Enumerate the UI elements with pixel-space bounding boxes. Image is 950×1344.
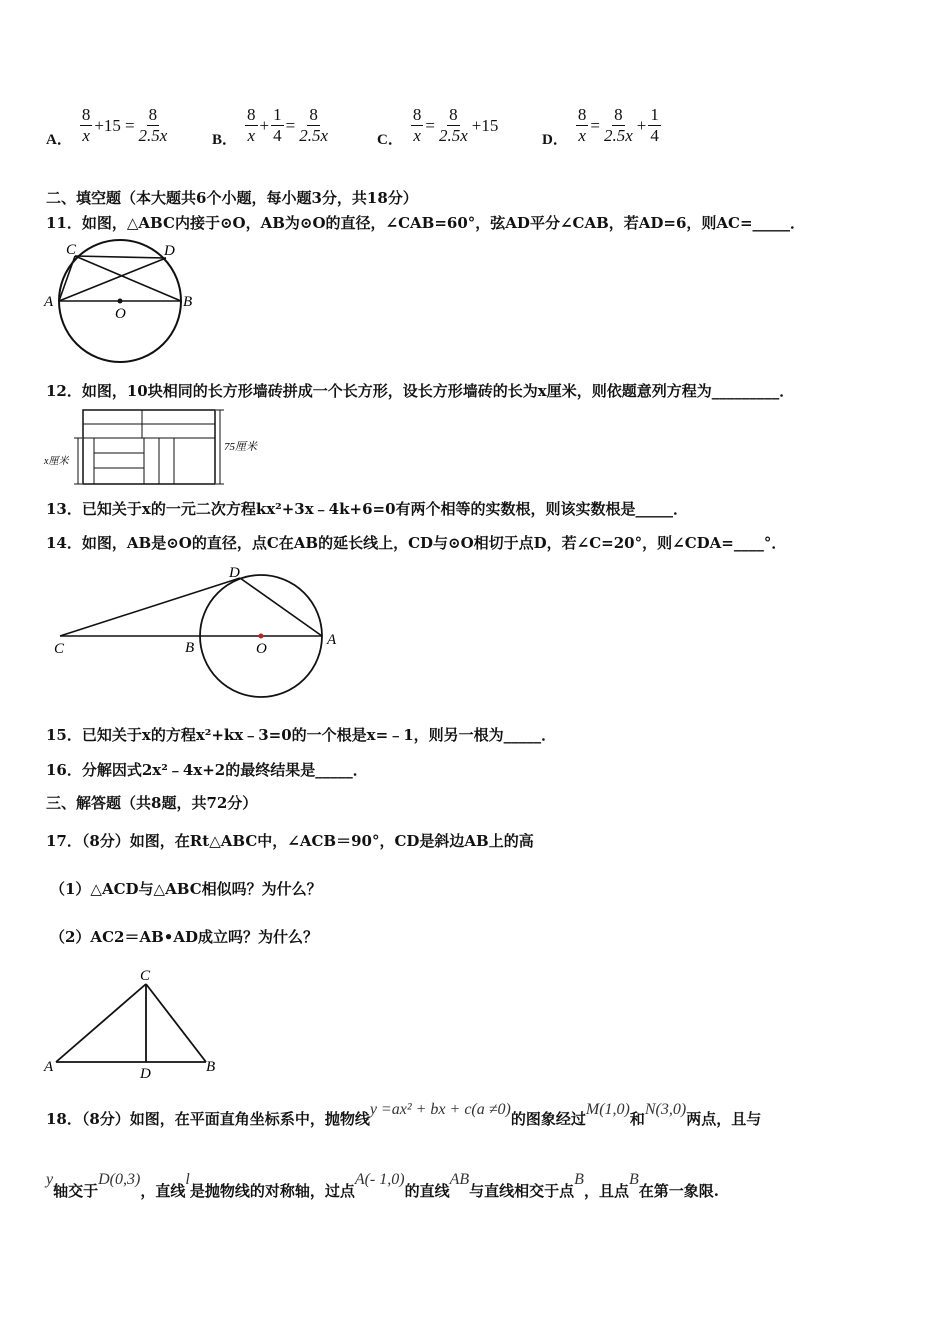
label-b: B — [183, 294, 193, 310]
question-11: 11．如图，△ABC内接于⊙O，AB为⊙O的直径，∠CAB=60°，弦AD平分∠CAB，若AD=6，则AC=_____． — [46, 214, 806, 232]
fraction: $\frac{8}{x}$ — [247, 105, 256, 145]
chord-da — [240, 578, 322, 636]
math-b: B — [574, 1171, 584, 1188]
option-label: A． — [46, 132, 72, 148]
center-point — [259, 634, 264, 639]
figure-12-tiles — [44, 404, 257, 488]
math-y: y — [46, 1171, 54, 1188]
section-heading-fill-blank: 二、填空题（本大题共6个小题，每小题3分，共18分） — [46, 189, 418, 207]
question-12: 12．如图，10块相同的长方形墙砖拼成一个长方形，设长方形墙砖的长为x厘米，则依题意列方程为_________． — [46, 382, 795, 400]
section-heading-solve: 三、解答题（共8题，共72分） — [46, 794, 258, 812]
question-17-part-1: （1）△ACD与△ABC相似吗？为什么？ — [50, 880, 322, 898]
fraction: $\frac{8}{x}$ — [577, 105, 587, 145]
label-a: A — [44, 294, 54, 310]
question-18-line-2: y轴交于D(0,3)，直线l是抛物线的对称轴，过点A(- 1,0)的直线AB与直线相交于点B，且点B在第一象限. — [46, 1171, 719, 1200]
label-c: C — [140, 968, 151, 984]
label-o: O — [256, 641, 267, 657]
option-b: B． $\frac{8}{x}$ + $\frac{1}{4}$ = $\frac{8}{2.5x}$ — [212, 105, 328, 148]
fraction: $\frac{8}{2.5x}$ — [438, 105, 468, 145]
fraction: $\frac{1}{4}$ — [650, 105, 659, 145]
label-d: D — [229, 565, 240, 581]
option-label: C． — [377, 132, 403, 148]
option-label: B． — [212, 132, 238, 148]
question-17-part-2: （2）AC2＝AB•AD成立吗？为什么？ — [50, 928, 319, 946]
label-b: B — [206, 1059, 216, 1075]
chord-cb — [75, 256, 181, 301]
question-18-line-1: 18．（8分）如图，在平面直角坐标系中，抛物线y =ax² + bx + c(a ≠0)的图象经过M(1,0)和N(3,0)两点，且与 — [46, 1101, 762, 1128]
label-a: A — [44, 1059, 54, 1075]
math-ab: AB — [449, 1171, 470, 1188]
question-15: 15．已知关于x的方程x²+kx﹣3=0的一个根是x=﹣1，则另一根为_____． — [46, 726, 557, 744]
figure-14-tangent — [44, 558, 354, 700]
option-c: C． $\frac{8}{x}$ = $\frac{8}{2.5x}$ +15 — [377, 105, 499, 148]
math-point-m: M(1,0) — [585, 1101, 630, 1118]
fraction: $\frac{8}{2.5x}$ — [138, 105, 168, 145]
label-a: A — [327, 632, 337, 648]
label-75-cm: 75厘米 — [224, 441, 257, 453]
label-c: C — [66, 242, 77, 258]
label-b: B — [185, 640, 195, 656]
label-d: D — [140, 1066, 151, 1082]
math-parabola: y =ax² + bx + c(a ≠0) — [369, 1101, 511, 1118]
question-13: 13．已知关于x的一元二次方程kx²+3x﹣4k+6=0有两个相等的实数根，则该实数根是_____． — [46, 500, 689, 518]
side-cb — [146, 984, 206, 1062]
question-16: 16．分解因式2x²﹣4x+2的最终结果是_____． — [46, 761, 368, 779]
chord-ad — [59, 258, 166, 301]
label-d: D — [164, 243, 175, 259]
option-d: D． $\frac{8}{x}$ = $\frac{8}{2.5x}$ + $\frac{1}{4}$ — [542, 105, 659, 148]
math-l: l — [185, 1171, 190, 1188]
math-b2: B — [628, 1171, 639, 1188]
fraction: $\frac{8}{x}$ — [81, 105, 91, 145]
side-ac — [56, 984, 146, 1062]
tangent-cd — [60, 578, 240, 636]
question-14: 14．如图，AB是⊙O的直径，点C在AB的延长线上，CD与⊙O相切于点D，若∠C=20°，则∠CDA=____°． — [46, 534, 787, 552]
center-point — [118, 299, 123, 304]
fraction: $\frac{8}{x}$ — [412, 105, 422, 145]
option-a: A． $\frac{8}{x}$ +15 = $\frac{8}{2.5x}$ — [46, 105, 168, 148]
math-point-d: D(0,3) — [98, 1171, 141, 1188]
figure-17-triangle — [40, 962, 225, 1082]
figure-11-circle — [42, 236, 202, 368]
fraction: $\frac{1}{4}$ — [273, 105, 282, 145]
chord-cd — [75, 256, 166, 258]
label-c: C — [54, 641, 65, 657]
chord-ac — [59, 256, 75, 301]
math-point-a: A(- 1,0) — [354, 1171, 405, 1188]
fraction: $\frac{8}{2.5x}$ — [603, 105, 633, 145]
option-label: D． — [542, 132, 568, 148]
fraction: $\frac{8}{2.5x}$ — [299, 105, 328, 145]
label-o: O — [115, 306, 126, 322]
question-17: 17．（8分）如图，在Rt△ABC中，∠ACB＝90°，CD是斜边AB上的高 — [46, 832, 534, 850]
label-x-cm: x厘米 — [44, 456, 69, 467]
math-point-n: N(3,0) — [644, 1101, 687, 1118]
